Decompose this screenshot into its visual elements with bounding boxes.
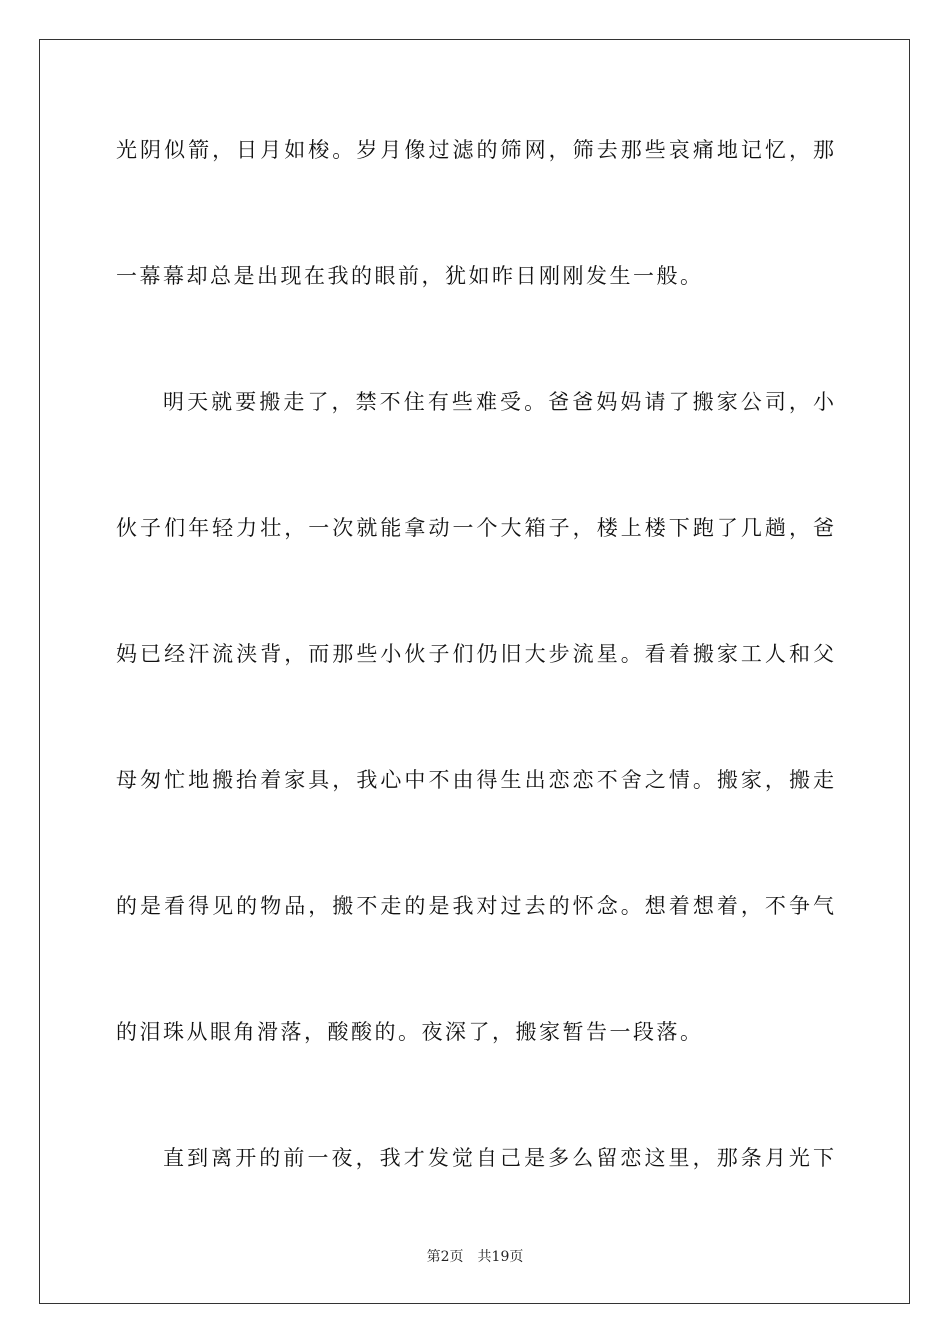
text-line: 光阴似箭，日月如梭。岁月像过滤的筛网，筛去那些哀痛地记忆，那 bbox=[116, 138, 834, 162]
text-line: 母匆忙地搬抬着家具，我心中不由得生出恋恋不舍之情。搬家，搬走 bbox=[116, 768, 834, 792]
text-line: 直到离开的前一夜，我才发觉自己是多么留恋这里，那条月光下 bbox=[163, 1146, 834, 1170]
text-line: 的是看得见的物品，搬不走的是我对过去的怀念。想着想着，不争气 bbox=[116, 894, 834, 918]
text-line: 妈已经汗流浃背，而那些小伙子们仍旧大步流星。看着搬家工人和父 bbox=[116, 642, 834, 666]
page-total: 共19页 bbox=[477, 1249, 524, 1265]
text-line: 伙子们年轻力壮，一次就能拿动一个大箱子，楼上楼下跑了几趟，爸 bbox=[116, 516, 834, 540]
text-line: 的泪珠从眼角滑落，酸酸的。夜深了，搬家暂告一段落。 bbox=[116, 1020, 704, 1044]
page-number: 第2页 bbox=[426, 1249, 464, 1265]
text-line: 一幕幕却总是出现在我的眼前，犹如昨日刚刚发生一般。 bbox=[116, 264, 704, 288]
text-line: 明天就要搬走了，禁不住有些难受。爸爸妈妈请了搬家公司，小 bbox=[163, 390, 834, 414]
page-footer bbox=[0, 1246, 950, 1266]
